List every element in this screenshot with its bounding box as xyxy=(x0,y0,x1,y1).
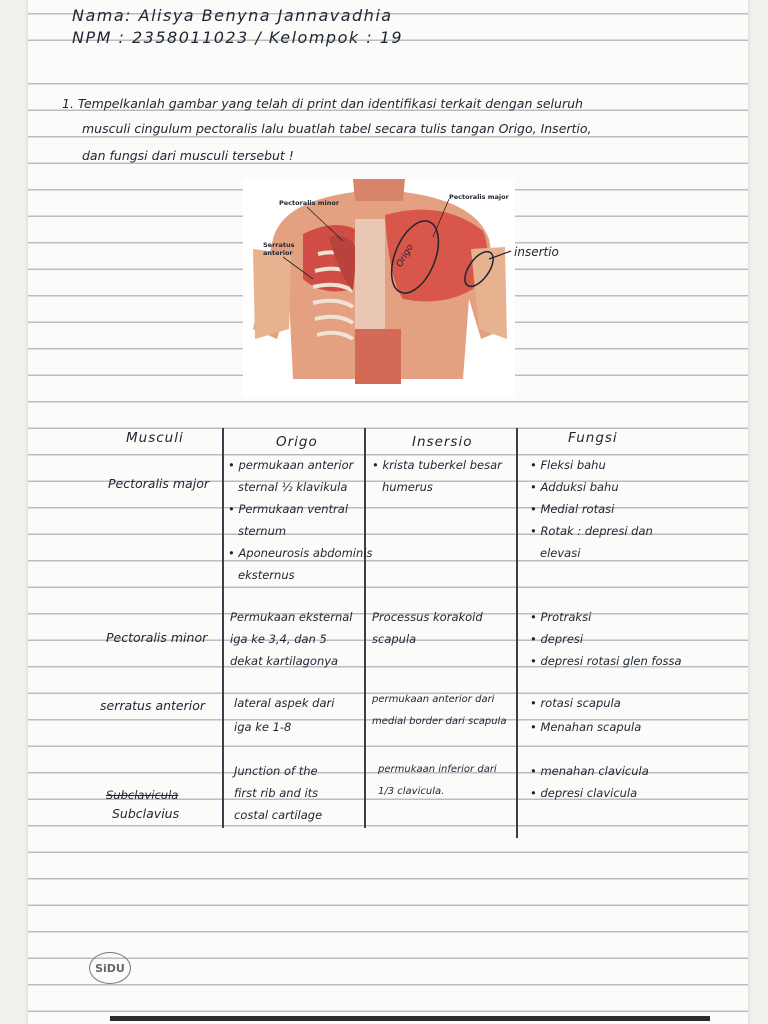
row3-insersio: permukaan anterior dari xyxy=(372,694,495,705)
row2-insersio: scapula xyxy=(372,632,417,646)
row1-fungsi: • Adduksi bahu xyxy=(530,480,619,494)
row2-origo: Permukaan eksternal xyxy=(230,610,353,624)
row3-insersio: medial border dari scapula xyxy=(372,716,507,727)
row1-fungsi: elevasi xyxy=(540,546,581,560)
row4-fungsi: • depresi clavicula xyxy=(530,786,638,800)
row2-insersio: Processus korakoid xyxy=(372,610,483,624)
row1-origo: eksternus xyxy=(238,568,295,582)
row1-fungsi: • Rotak : depresi dan xyxy=(530,524,653,538)
insertio-annotation: insertio xyxy=(514,245,559,259)
row1-origo: • Permukaan ventral xyxy=(228,502,349,516)
row1-origo: • Aponeurosis abdominis xyxy=(228,546,373,560)
row2-origo: iga ke 3,4, dan 5 xyxy=(230,632,327,646)
header-fungsi: Fungsi xyxy=(568,430,618,446)
bottom-edge-line xyxy=(110,1016,710,1021)
pectoral-muscles-illustration xyxy=(243,179,515,397)
row4-insersio: permukaan inferior dari xyxy=(378,764,497,775)
anatomy-image xyxy=(243,179,515,397)
name-line: Nama: Alisya Benyna Jannavadhia xyxy=(72,6,393,25)
header-musculi: Musculi xyxy=(126,430,184,446)
row4-origo: first rib and its xyxy=(234,786,319,800)
table-divider xyxy=(364,428,366,828)
row4-musculi-struck: Subclavicula xyxy=(106,788,179,802)
label-anterior: anterior xyxy=(263,249,293,257)
table-divider xyxy=(516,428,518,838)
row4-origo: Junction of the xyxy=(234,764,318,778)
question-line-1: 1. Tempelkanlah gambar yang telah di print dan identifikasi terkait dengan seluruh xyxy=(62,96,583,111)
question-line-3: dan fungsi dari musculi tersebut ! xyxy=(82,148,294,163)
row2-fungsi: • depresi rotasi glen fossa xyxy=(530,654,682,668)
label-pectoralis-major: Pectoralis major xyxy=(449,193,509,201)
label-pectoralis-minor: Pectoralis minor xyxy=(279,199,340,207)
row1-origo: sternal ½ klavikula xyxy=(238,480,348,494)
row3-fungsi: • Menahan scapula xyxy=(530,720,642,734)
npm-line: NPM : 2358011023 / Kelompok : 19 xyxy=(72,28,404,47)
row4-origo: costal cartilage xyxy=(234,808,323,822)
row2-fungsi: • depresi xyxy=(530,632,584,646)
origo-annotation: Origo xyxy=(394,242,416,270)
label-serratus: Serratus xyxy=(263,241,295,249)
muscle-table xyxy=(56,424,720,839)
row1-fungsi: • Medial rotasi xyxy=(530,502,615,516)
row4-musculi: Subclavius xyxy=(112,806,180,821)
row3-origo: lateral aspek dari xyxy=(234,696,335,710)
row1-origo: sternum xyxy=(238,524,287,538)
row3-musculi: serratus anterior xyxy=(100,698,206,713)
question-line-2: musculi cingulum pectoralis lalu buatlah tabel secara tulis tangan Origo, Insertio, xyxy=(82,121,592,136)
row2-musculi: Pectoralis minor xyxy=(106,630,208,645)
row2-fungsi: • Protraksi xyxy=(530,610,592,624)
header-insersio: Insersio xyxy=(412,434,473,450)
row1-origo: • permukaan anterior xyxy=(228,458,354,472)
row1-insersio: • krista tuberkel besar xyxy=(372,458,502,472)
table-divider xyxy=(222,428,224,828)
row1-insersio: humerus xyxy=(382,480,433,494)
row3-fungsi: • rotasi scapula xyxy=(530,696,621,710)
sidu-logo: SiDU xyxy=(89,952,131,984)
row4-fungsi: • menahan clavicula xyxy=(530,764,649,778)
row3-origo: iga ke 1-8 xyxy=(234,720,292,734)
row1-musculi: Pectoralis major xyxy=(108,476,209,491)
row2-origo: dekat kartilagonya xyxy=(230,654,339,668)
header-origo: Origo xyxy=(276,434,318,450)
row1-fungsi: • Fleksi bahu xyxy=(530,458,606,472)
row4-insersio: 1/3 clavicula. xyxy=(378,786,445,797)
